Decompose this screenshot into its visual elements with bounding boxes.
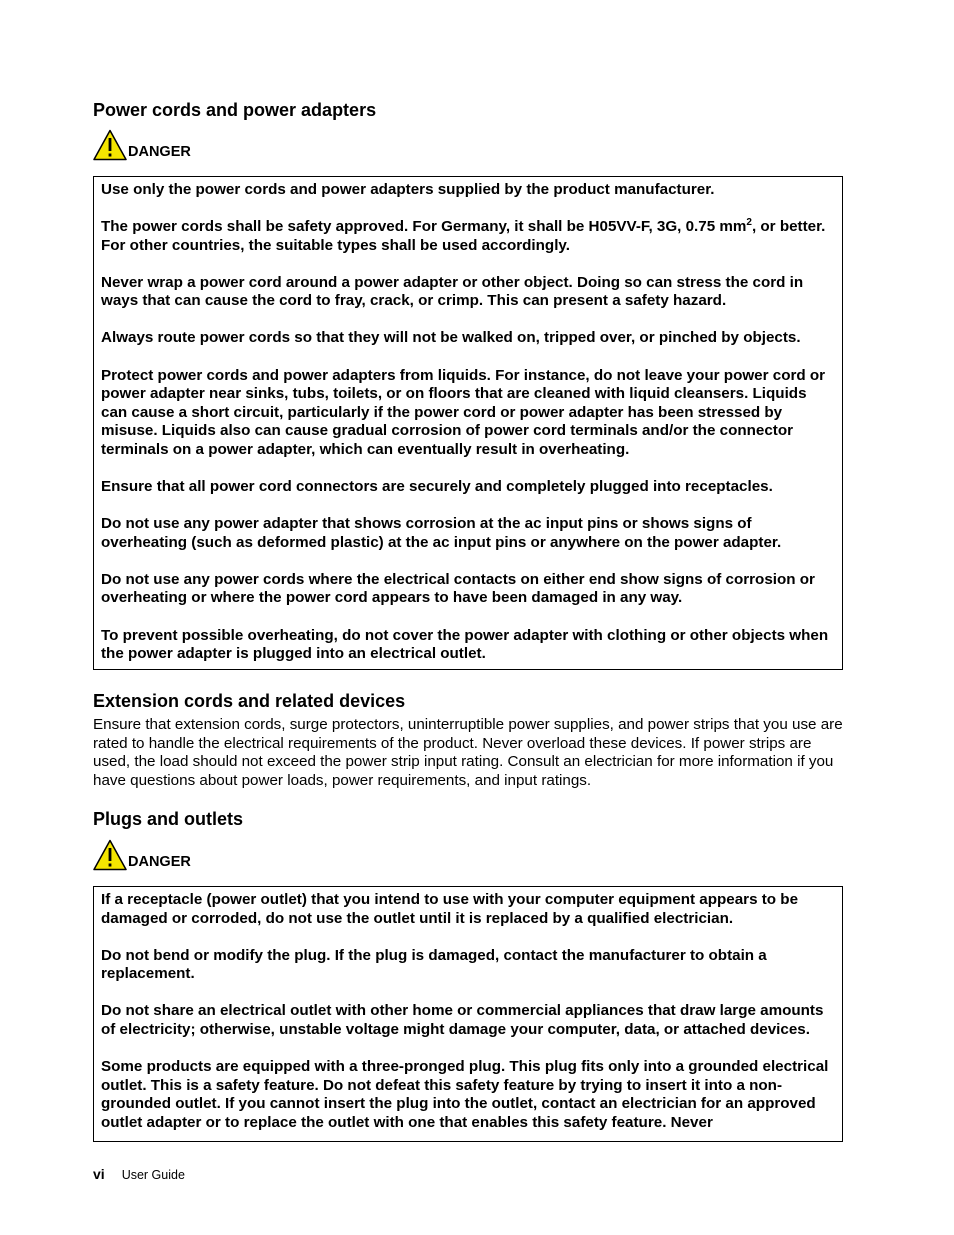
danger-paragraph [101,218,835,255]
danger-paragraph: Do not use any power cords where the electrical contacts on either end show signs of corrosion or overheating or where the power cord appears to have been damaged in any way. [101,570,815,607]
danger-paragraph: Do not share an electrical outlet with other home or commercial appliances that draw large amounts of electricity; otherwise, unstable voltage might damage your computer, data, or attached devices. [101,1002,824,1038]
danger-notice-plugs [93,837,191,871]
danger-paragraph: If a receptacle (power outlet) that you intend to use with your computer equipment appears to be damaged or corroded, do not use the outlet until it is replaced by a qualified electrician. [101,891,799,927]
danger-notice-power-cords [93,127,191,161]
page-number: vi [93,1166,105,1182]
danger-paragraph-text: The power cords shall be safety approved. For Germany, it shall be H05VV-F, 3G, 0.75 mm [101,218,747,236]
danger-paragraph: Protect power cords and power adapters from liquids. For instance, do not leave your power cord or power adapter near sinks, tubs, toilets, or on floors that are cleaned with liquid cleansers. Liquids can cause a short circuit, particularly if the power cord or power adapter has been stressed by misuse. Liquids also can cause gradual corrosion of power cord terminals and/or the connector terminals on a power adapter, which can eventually result in overheating. [101,366,826,458]
warning-triangle-icon [93,129,127,161]
danger-paragraph: Always route power cords so that they will not be walked on, tripped over, or pinched by objects. [101,329,801,347]
danger-paragraph: Some products are equipped with a three-pronged plug. This plug fits only into a grounded electrical outlet. This is a safety feature. Do not defeat this safety feature by trying to insert it into a non-grounded outlet. If you cannot insert the plug into the outlet, contact an electrician for an approved outlet adapter or to replace the outlet with one that enables this safety feature. Never [101,1058,829,1131]
danger-paragraph: Do not bend or modify the plug. If the plug is damaged, contact the manufacturer to obtain a replacement. [101,946,767,983]
danger-paragraph: Do not use any power adapter that shows corrosion at the ac input pins or shows signs of overheating (such as deformed plastic) at the ac input pins or anywhere on the power adapter. [101,515,782,551]
danger-paragraph: Never wrap a power cord around a power adapter or other object. Doing so can stress the cord in ways that can cause the cord to fray, crack, or crimp. This can present a safety hazard. [101,273,804,310]
section-heading-power-cords: Power cords and power adapters [93,100,377,120]
superscript: 2 [746,217,752,229]
danger-box-power-cords [93,176,843,670]
body-paragraph-extension-cords: Ensure that extension cords, surge protectors, uninterruptible power supplies, and power strips that you use are rated to handle the electrical requirements of the product. Never overload these devices. If power strips are used, the load should not exceed the power strip input rating. Consult an electrician for more information if you have questions about power loads, power requirements, and input ratings. [93,716,843,789]
danger-label: DANGER [128,854,191,870]
danger-paragraph-text: , or better. For other countries, the suitable types shall be used accordingly. [101,218,826,254]
danger-paragraph: To prevent possible overheating, do not cover the power adapter with clothing or other objects when the power adapter is plugged into an electrical outlet. [101,626,829,663]
danger-label: DANGER [128,144,191,160]
section-heading-plugs: Plugs and outlets [93,809,244,829]
danger-paragraph: Use only the power cords and power adapters supplied by the product manufacturer. [101,181,715,198]
danger-box-plugs [93,886,843,1142]
footer-title: User Guide [121,1168,185,1182]
warning-triangle-icon [93,839,127,871]
page-footer [93,1166,185,1182]
danger-paragraph: Ensure that all power cord connectors are securely and completely plugged into receptacles. [101,478,773,496]
section-heading-extension-cords: Extension cords and related devices [93,691,406,711]
